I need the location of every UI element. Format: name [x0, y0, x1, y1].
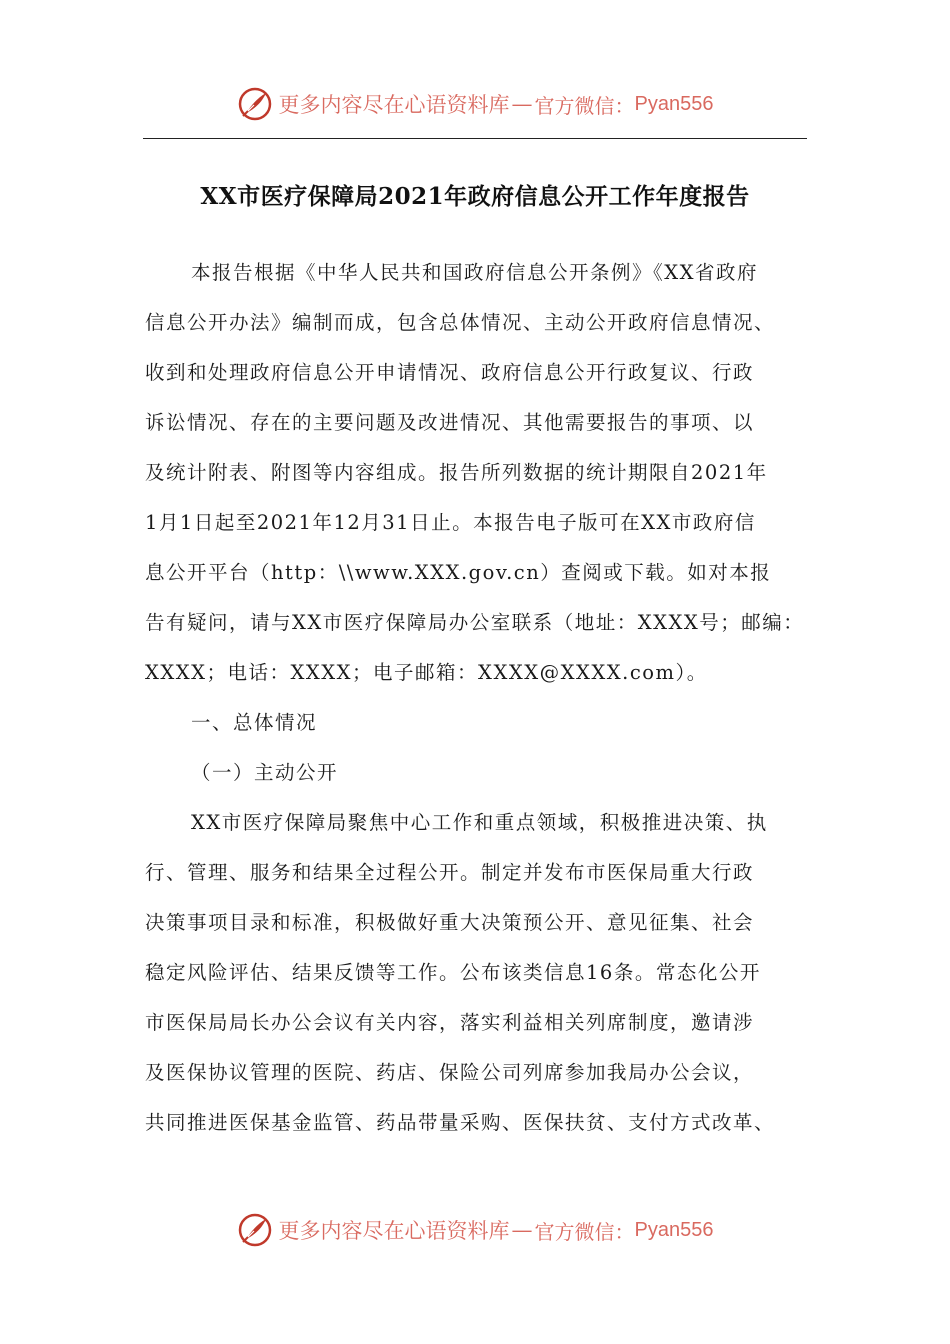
paragraph-line: XX市医疗保障局聚焦中心工作和重点领域，积极推进决策、执: [191, 811, 768, 834]
paragraph-line: 共同推进医保基金监管、药品带量采购、医保扶贫、支付方式改革、: [145, 1111, 776, 1134]
watermark-header: [0, 82, 950, 126]
quill-logo-icon: [237, 1212, 273, 1248]
section-heading: 一、总体情况: [191, 711, 318, 734]
watermark-wechat-label: 官方微信：: [534, 93, 635, 118]
paragraph-line: 告有疑问，请与XX市医疗保障局办公室联系（地址：XXXX号；邮编：: [145, 611, 805, 634]
watermark-text: 更多内容尽在心语资料库: [278, 1219, 510, 1243]
paragraph-line: 及医保协议管理的医院、药店、保险公司列席参加我局办公会议，: [145, 1061, 755, 1084]
watermark-separator: —: [511, 92, 533, 116]
header-divider: [143, 138, 807, 139]
paragraph-line: XXXX；电话：XXXX；电子邮箱：XXXX@XXXX.com）。: [145, 661, 708, 684]
document-title: XX市医疗保障局2021年政府信息公开工作年度报告: [200, 183, 750, 210]
watermark-wechat-id: Pyan556: [634, 92, 714, 115]
document-body: [145, 248, 813, 1148]
paragraph-line: 息公开平台（http：\\www.XXX.gov.cn）查阅或下载。如对本报: [145, 561, 772, 584]
subsection-heading: （一）主动公开: [191, 761, 339, 784]
watermark-text: 更多内容尽在心语资料库: [278, 93, 510, 117]
quill-logo-icon: [237, 86, 273, 122]
watermark-wechat-id: Pyan556: [634, 1218, 714, 1241]
paragraph-line: 及统计附表、附图等内容组成。报告所列数据的统计期限自2021年: [145, 461, 768, 484]
paragraph-line: 1月1日起至2021年12月31日止。本报告电子版可在XX市政府信: [145, 511, 756, 534]
paragraph-line: 市医保局局长办公会议有关内容，落实利益相关列席制度，邀请涉: [145, 1011, 755, 1034]
paragraph-line: 行、管理、服务和结果全过程公开。制定并发布市医保局重大行政: [145, 861, 755, 884]
watermark-footer: [0, 1208, 950, 1252]
watermark-separator: —: [511, 1218, 533, 1242]
paragraph-line: 信息公开办法》编制而成，包含总体情况、主动公开政府信息情况、: [145, 311, 776, 334]
paragraph-line: 收到和处理政府信息公开申请情况、政府信息公开行政复议、行政: [145, 361, 755, 384]
paragraph-line: 稳定风险评估、结果反馈等工作。公布该类信息16条。常态化公开: [145, 961, 761, 984]
paragraph-line: 本报告根据《中华人民共和国政府信息公开条例》《XX省政府: [191, 261, 759, 284]
paragraph-line: 诉讼情况、存在的主要问题及改进情况、其他需要报告的事项、以: [145, 411, 755, 434]
paragraph-line: 决策事项目录和标准，积极做好重大决策预公开、意见征集、社会: [145, 911, 755, 934]
watermark-wechat-label: 官方微信：: [534, 1219, 635, 1244]
